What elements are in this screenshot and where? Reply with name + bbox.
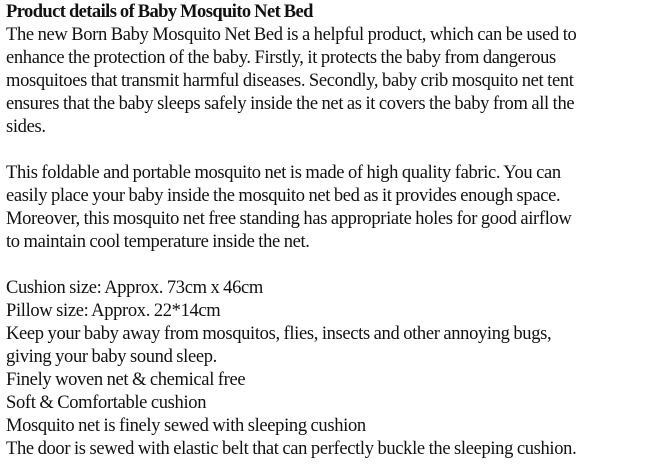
paragraph-spacer [6,253,639,276]
features-list [6,276,639,460]
feature-cushion-comfort: Soft & Comfortable cushion [6,392,207,413]
intro-line: enhance the protection of the baby. Firstly, it protects the baby from dangerous [6,47,556,68]
intro-line: The new Born Baby Mosquito Net Bed is a helpful product, which can be used to [6,24,577,45]
intro-line: mosquitoes that transmit harmful diseases. Secondly, baby crib mosquito net tent [6,70,574,91]
material-line: to maintain cool temperature inside the net. [6,231,310,252]
material-line: easily place your baby inside the mosquito net bed as it provides enough space. [6,185,561,206]
material-line: This foldable and portable mosquito net is made of high quality fabric. You can [6,162,561,183]
feature-protection: Keep your baby away from mosquitos, flies, insects and other annoying bugs, [6,323,552,344]
intro-line: sides. [6,116,46,137]
material-line: Moreover, this mosquito net free standing has appropriate holes for good airflow [6,208,572,229]
material-paragraph [6,161,639,253]
feature-door-belt: The door is sewed with elastic belt that can perfectly buckle the sleeping cushion. [6,438,577,459]
feature-sewing: Mosquito net is finely sewed with sleeping cushion [6,415,366,436]
product-details-document [6,0,639,460]
document-title: Product details of Baby Mosquito Net Bed [6,1,313,22]
feature-net-quality: Finely woven net & chemical free [6,369,246,390]
intro-line: ensures that the baby sleeps safely inside the net as it covers the baby from all the [6,93,575,114]
intro-paragraph [6,23,639,138]
paragraph-spacer [6,138,639,161]
feature-pillow-size: Pillow size: Approx. 22*14cm [6,300,221,321]
feature-cushion-size: Cushion size: Approx. 73cm x 46cm [6,277,263,298]
feature-protection-cont: giving your baby sound sleep. [6,346,217,367]
